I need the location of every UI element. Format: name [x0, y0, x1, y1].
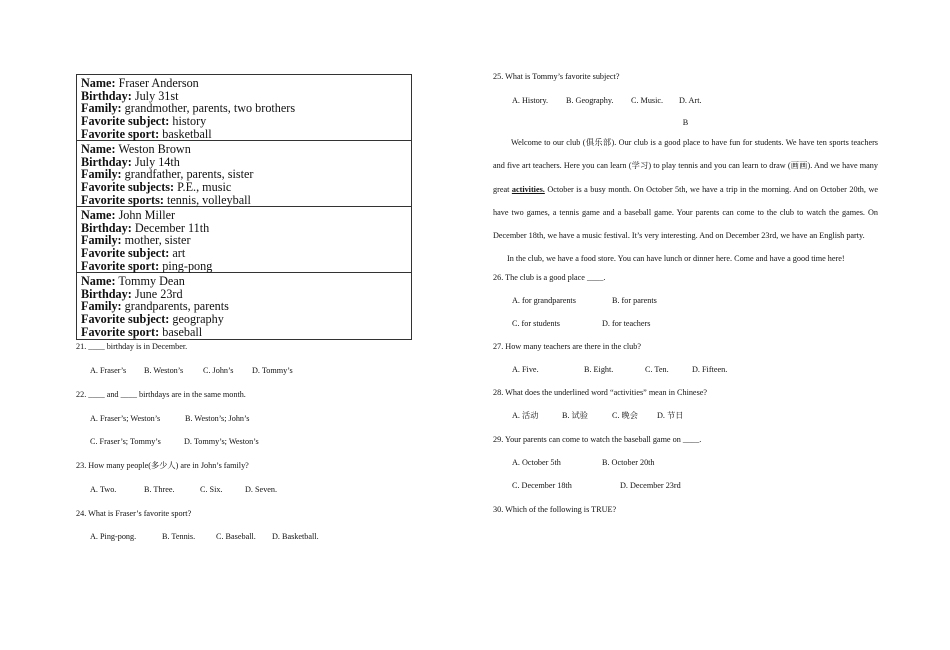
option-b: B. Three.	[144, 485, 175, 494]
option-a: A. Fraser’s	[90, 366, 127, 375]
option-a: A. Two.	[90, 485, 117, 494]
question-22-options-row2	[76, 437, 412, 447]
option-a: A. Fraser’s; Weston’s	[90, 414, 161, 423]
option-b: B. Weston’s	[144, 366, 184, 375]
passage-paragraph-1: Welcome to our club (俱乐部). Our club is a good place to have fun for students. We have ten sports teachers and five art teachers. Here you can learn (学习) to play tennis and you can learn to draw (画画). And we have many great activities. October is a busy month. On October 5th, we have a trip in the morning. And on October 20th, we have two games, a tennis game and a baseball game. Your parents can come to the club to watch the games. On December 18th, we have a music festival. It’s very interesting. And on December 23rd, we have an English party.	[493, 138, 878, 241]
profile-sport: Favorite sport: ping-pong	[81, 258, 213, 273]
reading-passage	[493, 131, 878, 271]
question-22-options-row1	[76, 414, 412, 424]
question-23: 23. How many people(多少人) are in John’s family?	[76, 461, 249, 470]
profile-card-john	[77, 207, 411, 273]
option-d: D. Tommy’s; Weston’s	[184, 437, 259, 446]
option-d: D. Fifteen.	[692, 364, 728, 374]
option-c: C. John’s	[203, 366, 234, 375]
right-column	[493, 72, 878, 515]
option-a: A. 活动	[512, 410, 539, 420]
option-b: B. October 20th	[602, 457, 655, 467]
option-d: D. Basketball.	[272, 532, 319, 541]
option-d: D. Tommy’s	[252, 366, 293, 375]
question-29-options-row1	[493, 458, 878, 468]
question-22: 22. ____ and ____ birthdays are in the same month.	[76, 390, 246, 399]
profile-birthday: Birthday: July 14th	[81, 154, 180, 169]
option-b: B. Tennis.	[162, 532, 196, 541]
question-21-options	[76, 366, 412, 376]
question-30: 30. Which of the following is TRUE?	[493, 504, 617, 514]
question-25: 25. What is Tommy’s favorite subject?	[493, 72, 620, 81]
profile-name: Name: John Miller	[81, 208, 176, 222]
option-c: C. for students	[512, 318, 560, 328]
option-d: D. for teachers	[602, 318, 651, 328]
option-c: C. Fraser’s; Tommy’s	[90, 437, 161, 446]
profile-family: Family: grandparents, parents	[81, 299, 229, 314]
option-d: D. December 23rd	[620, 480, 681, 490]
question-28-options	[493, 411, 878, 421]
option-b: B. Geography.	[566, 96, 614, 105]
option-c: C. Ten.	[645, 364, 669, 374]
option-b: B. Eight.	[584, 364, 614, 374]
question-29-options-row2	[493, 481, 878, 491]
option-a: A. for grandparents	[512, 295, 576, 305]
option-c: C. 晚会	[612, 410, 638, 420]
option-d: D. 节日	[657, 410, 684, 420]
profile-family: Family: mother, sister	[81, 233, 191, 248]
profile-sport: Favorite sport: basketball	[81, 126, 212, 141]
option-b: B. for parents	[612, 295, 657, 305]
option-b: B. Weston’s; John’s	[185, 414, 250, 423]
profile-subject: Favorite subjects: P.E., music	[81, 180, 232, 195]
profile-table	[76, 74, 412, 340]
question-25-options	[493, 96, 878, 106]
option-a: A. Ping-pong.	[90, 532, 137, 541]
left-column	[76, 74, 412, 542]
profile-birthday: Birthday: December 11th	[81, 220, 210, 235]
profile-subject: Favorite subject: history	[81, 114, 207, 129]
profile-card-weston	[77, 141, 411, 207]
option-a: A. Five.	[512, 364, 539, 374]
option-c: C. Baseball.	[216, 532, 256, 541]
question-27: 27. How many teachers are there in the club?	[493, 341, 641, 351]
question-26: 26. The club is a good place ____.	[493, 272, 606, 282]
option-a: A. October 5th	[512, 457, 561, 467]
option-c: C. Music.	[631, 96, 664, 105]
option-d: D. Art.	[679, 96, 702, 105]
profile-sport: Favorite sport: baseball	[81, 324, 203, 339]
profile-card-fraser	[77, 75, 411, 141]
option-d: D. Seven.	[245, 485, 278, 494]
profile-sport: Favorite sports: tennis, volleyball	[81, 192, 251, 207]
question-28: 28. What does the underlined word “activities” mean in Chinese?	[493, 387, 708, 397]
question-23-options	[76, 485, 412, 495]
option-c: C. December 18th	[512, 480, 572, 490]
profile-card-tommy	[77, 273, 411, 339]
question-26-options-row1	[493, 296, 878, 306]
profile-subject: Favorite subject: art	[81, 246, 186, 261]
profile-name: Name: Fraser Anderson	[81, 76, 199, 90]
option-b: B. 试验	[562, 410, 588, 420]
passage-paragraph-2: In the club, we have a food store. You can have lunch or dinner here. Come and have a good time here!	[507, 254, 845, 264]
profile-name: Name: Weston Brown	[81, 142, 191, 156]
question-24-options	[76, 532, 412, 542]
question-21: 21. ____ birthday is in December.	[76, 342, 188, 351]
profile-name: Name: Tommy Dean	[81, 274, 185, 288]
profile-family: Family: grandmother, parents, two brothers	[81, 101, 296, 116]
profile-birthday: Birthday: June 23rd	[81, 286, 183, 301]
option-c: C. Six.	[200, 485, 223, 494]
profile-subject: Favorite subject: geography	[81, 312, 224, 327]
underlined-word: activities.	[511, 184, 545, 194]
question-24: 24. What is Fraser’s favorite sport?	[76, 509, 192, 518]
section-heading: B	[682, 118, 689, 127]
question-29: 29. Your parents can come to watch the baseball game on ____.	[493, 434, 702, 444]
question-26-options-row2	[493, 319, 878, 329]
option-a: A. History.	[512, 96, 549, 105]
profile-birthday: Birthday: July 31st	[81, 88, 179, 103]
profile-family: Family: grandfather, parents, sister	[81, 167, 254, 182]
question-27-options	[493, 365, 878, 375]
